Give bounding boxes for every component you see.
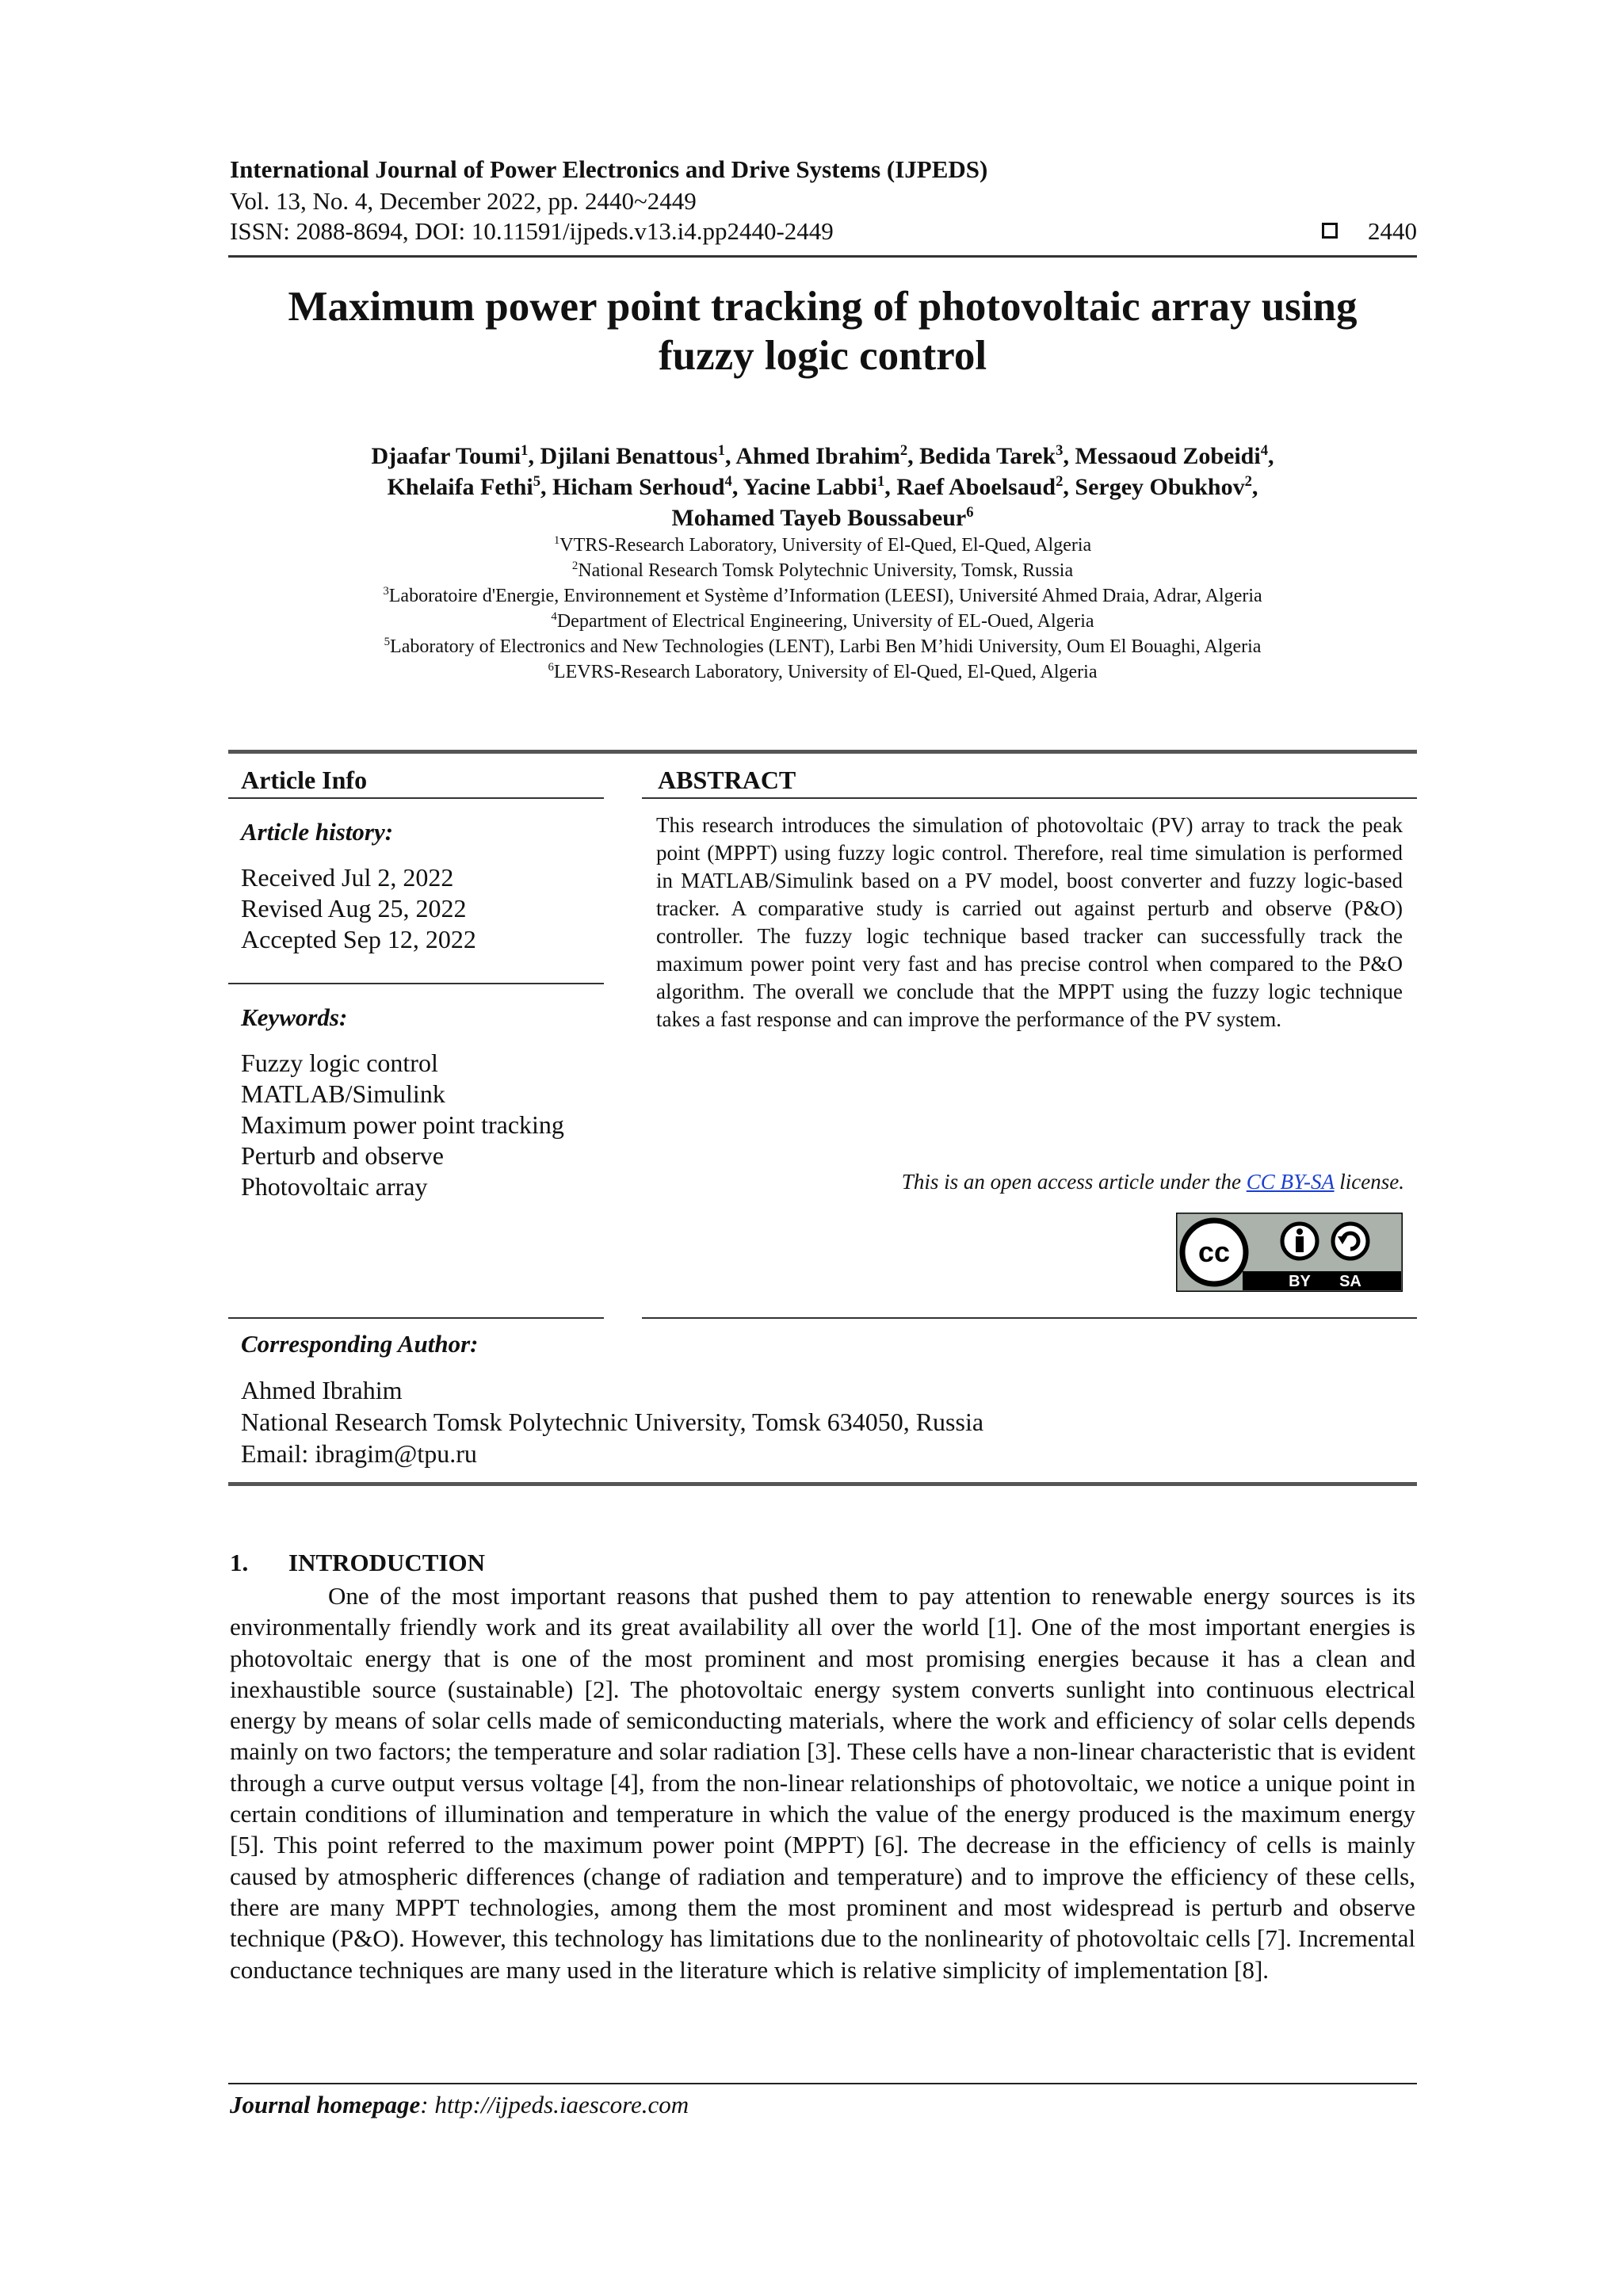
affiliation-sup: 6 <box>548 661 554 674</box>
keyword: Perturb and observe <box>241 1141 444 1170</box>
cc-by-sa-badge-icon[interactable] <box>1176 1213 1403 1292</box>
accepted-date: Accepted Sep 12, 2022 <box>241 925 476 953</box>
corresponding-name: Ahmed Ibrahim <box>241 1376 403 1404</box>
keyword: Fuzzy logic control <box>241 1049 438 1077</box>
homepage-url[interactable]: : http://ijpeds.iaescore.com <box>420 2091 689 2118</box>
author-list: Djaafar Toumi$^1$, Djilani Benattous$^1$, Ahmed Ibrahim$^2$, Bedida Tarek$^3$, Messaoud Zobeidi$^4$, Khelaifa Fethi$^5$, Hicham Serhoud$^4$, Yacine Labbi$^1$, Raef Aboelsaud$^2$, Sergey Obukhov$^2$, Mohamed Tayeb Boussabeur$^6$ <box>371 442 1274 531</box>
abstract-rule <box>642 797 1417 799</box>
paper-title <box>228 282 1417 380</box>
affiliation-text: National Research Tomsk Polytechnic University, Tomsk, Russia <box>578 560 1074 581</box>
author-sup: 6 <box>966 504 974 521</box>
license-statement <box>902 1170 1404 1194</box>
author: Djaafar Toumi <box>371 443 521 469</box>
title-line-2: fuzzy logic control <box>658 333 987 379</box>
keyword: Maximum power point tracking <box>241 1110 564 1139</box>
journal-homepage <box>230 2091 689 2119</box>
affiliation-list <box>228 533 1417 685</box>
journal-name: International Journal of Power Electronics and Drive Systems (IJPEDS) <box>230 155 988 183</box>
affiliation <box>228 533 1417 558</box>
license-suffix: license. <box>1334 1170 1404 1194</box>
keywords-list <box>241 1048 564 1202</box>
affiliation-sup: 4 <box>551 610 557 623</box>
author: Sergey Obukhov <box>1075 474 1245 500</box>
license-prefix: This is an open access article under the <box>901 1170 1247 1194</box>
page-number: 2440 <box>1368 217 1417 245</box>
info-top-rule <box>228 750 1417 754</box>
affiliation-sup: 2 <box>571 560 579 572</box>
article-info-rule <box>228 797 604 799</box>
affiliation-text: Laboratoire d'Energie, Environnement et Système d’Information (LEESI), Université Ahmed Draia, Adrar, Algeria <box>388 586 1262 606</box>
keywords-heading: Keywords: <box>241 1003 348 1031</box>
author-sup: 2 <box>1056 473 1064 490</box>
affiliation-text: LEVRS-Research Laboratory, University of El-Qued, El-Qued, Algeria <box>553 662 1098 682</box>
homepage-label: Journal homepage <box>230 2091 421 2118</box>
revised-date: Revised Aug 25, 2022 <box>241 894 467 923</box>
author: Khelaifa Fethi <box>387 474 533 500</box>
corresponding-author <box>241 1374 983 1469</box>
introduction-text: One of the most important reasons that pushed them to pay attention to renewable energy sources is its environmentally friendly work and its great availability all over the world [1]. One of the most important energies is photovoltaic energy that is one of the most prominent and most promising energies because it has a clean and inexhaustible source (sustainable) [2]. The photovoltaic energy system converts sunlight into continuous electrical energy by means of solar cells made of semiconducting materials, where the work and efficiency of solar cells depends mainly on two factors; the temperature and solar radiation [3]. These cells have a non-linear characteristic that is evident through a curve output versus voltage [4], from the non-linear relationships of photovoltaic, we notice a unique point in certain conditions of illumination and temperature in which the value of the energy produced is the maximum energy [5]. This point referred to the maximum power point (MPPT) [6]. The decrease in the efficiency of cells is mainly caused by atmospheric differences (change of radiation and temperature) and to improve the efficiency of these cells, there are many MPPT technologies, among them the most prominent and most widespread is perturb and observe technique (P&O). However, this technology has limitations due to the nonlinearity of photovoltaic cells [7]. Incremental conductance techniques are many used in the literature which is relative simplicity of implementation [8]. <box>230 1582 1415 1984</box>
author-sup: 2 <box>1244 473 1252 490</box>
author: Ahmed Ibrahim <box>735 443 900 469</box>
abstract-text: This research introduces the simulation of photovoltaic (PV) array to track the peak point (MPPT) using fuzzy logic control. Therefore, real time simulation is performed in MATLAB/Simulink based on a PV model, boost converter and fuzzy logic-based tracker. A comparative study is carried out against perturb and observe (P&O) controller. The fuzzy logic technique based tracker can successfully track the maximum power point very fast and has precise control when compared to the P&O algorithm. The overall we conclude that the MPPT using the fuzzy logic technique takes a fast response and can improve the performance of the PV system. <box>656 813 1403 1031</box>
author: Yacine Labbi <box>743 474 877 500</box>
author: Hicham Serhoud <box>552 474 725 500</box>
affiliation-sup: 1 <box>553 534 560 547</box>
introduction-paragraph <box>230 1580 1415 1985</box>
article-history-heading: Article history: <box>241 818 394 846</box>
corresponding-address: National Research Tomsk Polytechnic University, Tomsk 634050, Russia <box>241 1408 984 1436</box>
section-heading <box>230 1549 485 1577</box>
author-sup: 1 <box>876 473 885 490</box>
author: Bedida Tarek <box>919 443 1056 469</box>
abstract-bottom-rule <box>642 1317 1417 1319</box>
author-sup: 1 <box>521 442 529 459</box>
affiliation-text: Laboratory of Electronics and New Technologies (LENT), Larbi Ben M’hidi University, Oum El Bouaghi, Algeria <box>390 636 1262 657</box>
author-sup: 5 <box>533 473 541 490</box>
affiliation-sup: 5 <box>384 636 391 648</box>
article-info-heading: Article Info <box>241 766 368 794</box>
affiliation <box>228 609 1417 634</box>
corresponding-rule <box>228 1317 604 1319</box>
author: Raef Aboelsaud <box>896 474 1056 500</box>
affiliation-text: Department of Electrical Engineering, University of EL-Oued, Algeria <box>556 611 1094 632</box>
affiliation-sup: 3 <box>383 585 389 598</box>
corresponding-heading: Corresponding Author: <box>241 1330 479 1358</box>
received-date: Received Jul 2, 2022 <box>241 863 454 892</box>
keyword: Photovoltaic array <box>241 1172 428 1201</box>
author-sup: 4 <box>724 473 732 490</box>
title-line-1: Maximum power point tracking of photovoltaic array using <box>288 284 1358 330</box>
journal-volume: Vol. 13, No. 4, December 2022, pp. 2440~2449 <box>230 187 697 215</box>
affiliation-text: VTRS-Research Laboratory, University of El-Qued, El-Qued, Algeria <box>559 535 1092 556</box>
affiliation <box>228 634 1417 659</box>
author-sup: 2 <box>899 442 908 459</box>
keyword: MATLAB/Simulink <box>241 1079 445 1108</box>
author: Mohamed Tayeb Boussabeur <box>671 505 967 531</box>
journal-issn: ISSN: 2088-8694, DOI: 10.11591/ijpeds.v13.i4.pp2440-2449 <box>230 217 834 245</box>
section-number: 1. <box>230 1549 249 1576</box>
author: Messaoud Zobeidi <box>1075 443 1261 469</box>
cc-letters: cc <box>1197 1236 1231 1268</box>
author: Djilani Benattous <box>540 443 718 469</box>
info-bottom-rule <box>228 1482 1417 1486</box>
author-sup: 1 <box>717 442 725 459</box>
badge-sa-label: SA <box>1339 1273 1361 1290</box>
author-sup: 4 <box>1260 442 1268 459</box>
article-history <box>241 862 476 955</box>
affiliation <box>228 558 1417 583</box>
header-divider <box>228 255 1417 258</box>
affiliation <box>228 583 1417 609</box>
abstract-heading: ABSTRACT <box>658 766 796 794</box>
affiliation <box>228 659 1417 685</box>
footer-rule <box>228 2083 1417 2084</box>
badge-by-label: BY <box>1289 1273 1311 1290</box>
corresponding-email: Email: ibragim@tpu.ru <box>241 1439 477 1468</box>
cc-by-sa-link[interactable]: CC BY-SA <box>1246 1170 1335 1194</box>
square-bullet-icon <box>1322 223 1338 239</box>
keywords-rule <box>228 983 604 984</box>
section-title: INTRODUCTION <box>288 1549 486 1576</box>
author-sup: 3 <box>1056 442 1064 459</box>
